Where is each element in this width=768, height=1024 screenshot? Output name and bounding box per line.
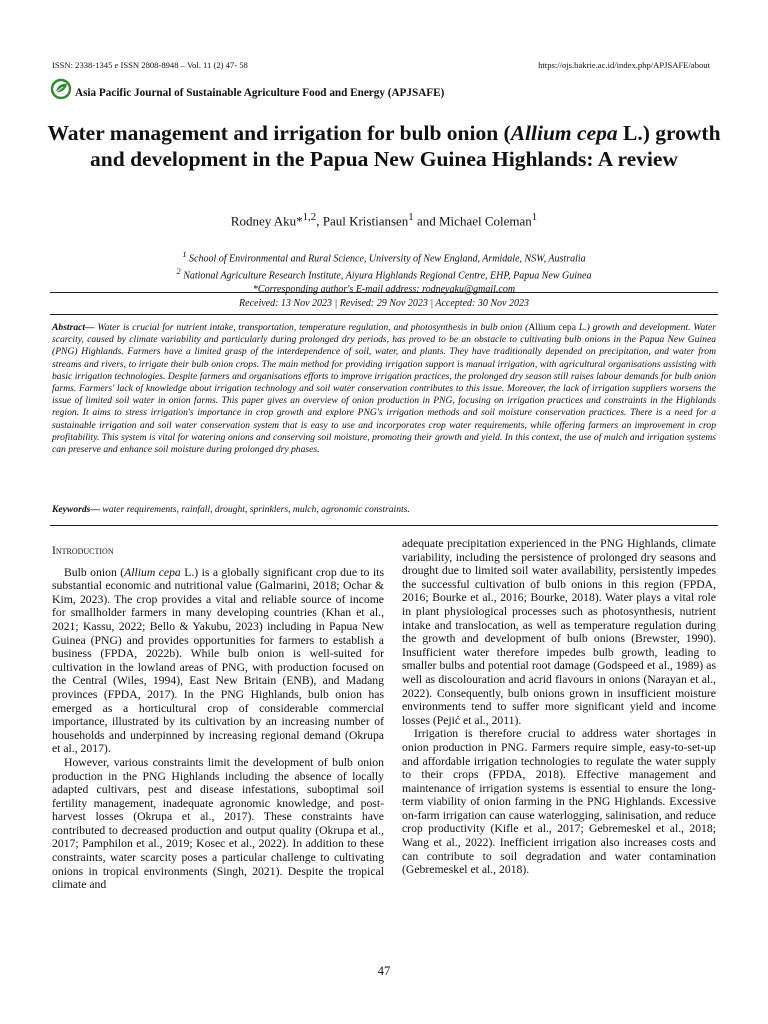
- submission-dates: Received: 13 Nov 2023 | Revised: 29 Nov 2023 | Accepted: 30 Nov 2023: [239, 298, 529, 309]
- author-list: Rodney Aku*$^{1,2}$, Paul Kristiansen$^1$ and Michael Coleman$^1$: [230, 211, 538, 229]
- column-left: [52, 545, 384, 892]
- author-name: Rodney Aku*: [230, 213, 303, 229]
- paragraph: adequate precipitation experienced in the PNG Highlands, climate variability, including the persistence of prolonged dry seasons and drought due to limited soil water availability, persistently impedes the successful cultivation of bulb onions in this region (FPDA, 2016; Bourke et al., 2016; Bourke, 2018). Water plays a vital role in plant physiological processes such as photosynthesis, nutrient intake and translocation, as well as temperature regulation during the growth and development of bulb onions (Brewster, 1990). Insufficient water therefore impedes bulb growth, leading to smaller bulbs and potential root damage (Godspeed et al., 1989) as well as discolouration and acrid flavours in onions (Narayan et al., 2022). Consequently, bulb onions grown in insufficient moisture environments tend to suffer more significant yield and income losses (Pejić et al., 2011).: [402, 537, 716, 727]
- journal-name: Asia Pacific Journal of Sustainable Agriculture Food and Energy (APJSAFE): [75, 87, 445, 99]
- keywords-label: Keywords—: [52, 504, 100, 515]
- divider: [50, 525, 718, 526]
- section-heading: Introduction: [52, 545, 114, 557]
- page-number: 47: [377, 964, 391, 978]
- column-right: [402, 537, 716, 877]
- affiliation-1: $^1$ School of Environmental and Rural Science, University of New England, Armidale, NSW, Australia: [182, 250, 586, 265]
- divider: [50, 314, 718, 315]
- paper-title: Water management and irrigation for bulb onion (Allium cepa L.) growth and development in the Papua New Guinea Highlands: A review: [47, 121, 721, 171]
- affiliation-2: $^2$ National Agriculture Research Institute, Aiyura Highlands Regional Centre, EHP, Papua New Guinea: [176, 267, 592, 282]
- divider: [50, 292, 718, 293]
- abstract-label: Abstract—: [52, 322, 95, 333]
- paragraph: Irrigation is therefore crucial to address water shortages in onion production in PNG. Farmers require simple, easy-to-set-up and affordable irrigation technologies to regulate the water supply to their crops (FPDA, 2018). Effective management and maintenance of irrigation systems is essential to ensure the long-term viability of onion farming in the PNG Highlands. Excessive on-farm irrigation can cause waterlogging, salinisation, and reduce crop productivity (Kifle et al., 2017; Gebremeskel et al., 2018; Wang et al., 2022). Inefficient irrigation also increases costs and can contribute to soil degradation and water contamination (Gebremeskel et al., 2018).: [402, 727, 716, 877]
- paragraph: However, various constraints limit the development of bulb onion production in the PNG Highlands including the absence of locally adapted cultivars, pest and disease infestations, suboptimal soil fertility management, inadequate agronomic knowledge, and post-harvest losses (Okrupa et al., 2017). These constraints have contributed to decreased production and output quality (Okrupa et al., 2017; Pamphilon et al., 2019; Kosec et al., 2022). In addition to these constraints, water scarcity poses a particular challenge to cultivating onions in tropical environments (Singh, 2021). Despite the tropical climate and: [52, 755, 384, 892]
- issn-line: ISSN: 2338-1345 e ISSN 2808-8948 – Vol. 11 (2) 47- 58: [52, 60, 248, 70]
- author-name: Paul Kristiansen: [322, 213, 409, 229]
- author-name: Michael Coleman: [439, 213, 532, 229]
- keywords: Keywords— water requirements, rainfall, drought, sprinklers, mulch, agronomic constraints.: [52, 504, 410, 515]
- paragraph: Bulb onion (Allium cepa L.) is a globally significant crop due to its substantial economic and nutritional value (Galmarini, 2018; Ochar & Kim, 2023). The crop provides a vital and reliable source of income for smallholder farmers in many developing countries (Khan et al., 2021; Kassu, 2022; Bello & Yakubu, 2023) including in Papua New Guinea (PNG) and provides opportunities for farmers to establish a business (FPDA, 2022b). While bulb onion is well-suited for cultivation in the lowland areas of PNG, with production focused on the Central (Wiles, 1994), East New Britain (ENB), and Madang provinces (FPDA, 2017). In the PNG Highlands, bulb onion has emerged as a horticultural crop of considerable commercial importance, illustrated by its cultivation by an increasing number of households and underpinned by increasing regional demand (Okrupa et al., 2017).: [52, 565, 384, 756]
- journal-url[interactable]: https://ojs.bakrie.ac.id/index.php/APJSAFE/about: [538, 60, 710, 70]
- leaf-circle-icon: [50, 78, 72, 100]
- abstract: Abstract— Water is crucial for nutrient intake, transportation, temperature regulation, and photosynthesis in bulb onion (Allium cepa L.) growth and development. Water scarcity, caused by climate variability and particularly during prolonged dry periods, has proved to be an obstacle to cultivating bulb onions in the Papua New Guinea (PNG) Highlands. Farmers have a limited grasp of the interdependence of soil, water, and plants. They have traditionally depended on precipitation, and water from streams and rivers, to irrigate their bulb onion crops. The main method for providing irrigation support is manual irrigation, with agricultural organisations assisting with basic irrigation technologies. Despite farmers and organisations efforts to improve irrigation practices, the prolonged dry season still raises labour demands for bulb onion farms. Farmers' lack of knowledge about irrigation technology and soil water conservation contributes to this issue. Moreover, the lack of irrigation suppliers worsens the issue of limited soil water in onion farms. This paper gives an overview of onion production in PNG, focusing on irrigation practices and constraints in the Highlands region. It aims to stress irrigation's importance in crop growth and explore PNG's irrigation methods and soil moisture conservation practices. There is a need for a sustainable irrigation and soil water conservation system that is easy to use and incorporates crop water requirements, while offering farmers an improvement in crop profitability. This system is vital for watering onions and conserving soil moisture, promoting their growth and yield. In this context, the use of mulch and irrigation systems can preserve and enhance soil moisture during prolonged dry phases.: [52, 322, 716, 456]
- affiliations: [40, 248, 728, 296]
- journal-banner: [50, 78, 444, 100]
- running-header: [52, 60, 710, 70]
- corresponding-author: *Corresponding author's E-mail address: rodneyaku@gmail.com: [252, 283, 516, 295]
